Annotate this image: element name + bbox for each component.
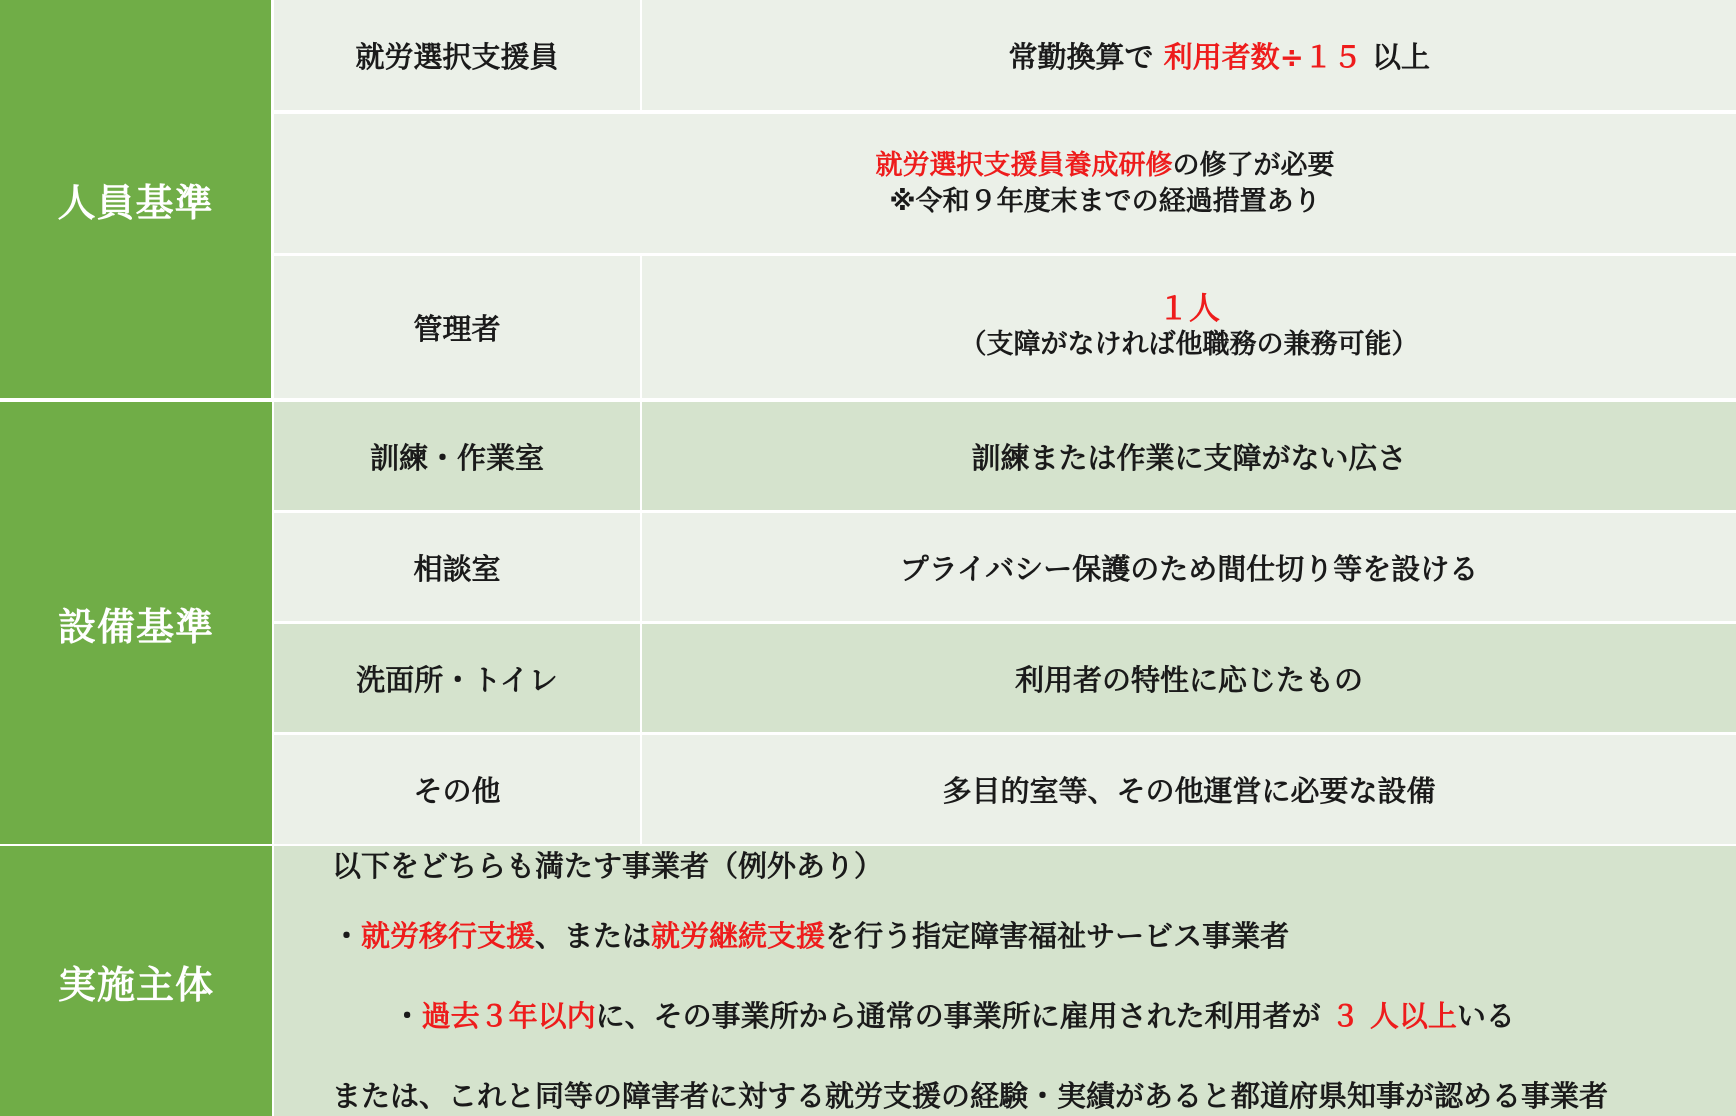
facility-row-value: 多目的室等、その他運営に必要な設備 [642,735,1736,844]
staff-row2-line1 [876,148,1335,184]
operator-bullet-2-text2: いる [1456,999,1515,1033]
staff-row1-value-line [948,1,1430,110]
operator-bullet-1-mark: ・ [332,919,362,953]
operator-bullet-1-red1: 就労移行支援 [361,919,536,953]
operator-intro: 以下をどちらも満たす事業者（例外あり） [332,849,884,883]
operator-bullet-1-red2: 就労継続支援 [651,919,826,953]
facility-row-value: プライバシー保護のため間仕切り等を設ける [642,513,1736,621]
operator-bullet-2-red2: ３ 人以上 [1330,999,1457,1033]
facility-row-value: 訓練または作業に支障がない広さ [642,402,1736,510]
operator-bullet-2-mark: ・ [392,999,422,1033]
staff-row1-value-post: 以上 [1361,39,1431,74]
operator-bullet-2 [332,956,1736,1076]
operator-bullet-2-text1: に、その事業所から通常の事業所に雇用された利用者が [595,999,1331,1033]
section-operator: 実施主体 [0,846,272,1116]
staff-row3-value-red: １人 [1158,291,1220,327]
staff-row1-value-red: 利用者数÷１５ [1163,39,1362,74]
operator-spacer [332,886,1736,916]
operator-bullet-1-text2: を行う指定障害福祉サービス事業者 [825,919,1290,953]
staff-row2-line1-red: 就労選択支援員養成研修 [875,149,1173,181]
staff-row2-training [274,114,1736,253]
facility-row-label: 訓練・作業室 [274,402,640,510]
operator-conditions [274,846,1736,1116]
operator-bullet-1-text1: 、または [535,919,652,953]
staff-row3-value-note: （支障がなければ他職務の兼務可能） [959,329,1419,360]
staff-row3-value [642,256,1736,398]
facility-row-value: 利用者の特性に応じたもの [642,624,1736,732]
staff-row2-line2: ※令和９年度末までの経過措置あり [889,185,1321,217]
staff-row3-label: 管理者 [274,256,640,398]
facility-row-label: 洗面所・トイレ [274,624,640,732]
staff-row2-line1-post: の修了が必要 [1172,149,1335,181]
staff-row1-label: 就労選択支援員 [274,0,640,110]
operator-alternative: または、これと同等の障害者に対する就労支援の経験・実績があると都道府県知事が認める事業者 [332,1079,1609,1113]
staff-row1-value-pre: 常勤換算で [1008,39,1164,74]
operator-bullet-2-red1: 過去３年以内 [421,999,596,1033]
operator-bullet-1 [332,916,1736,956]
facility-row-label: その他 [274,735,640,844]
staff-row1-value [642,0,1736,110]
section-facility-standards: 設備基準 [0,402,272,844]
facility-row-label: 相談室 [274,513,640,621]
section-staff-standards: 人員基準 [0,0,271,398]
